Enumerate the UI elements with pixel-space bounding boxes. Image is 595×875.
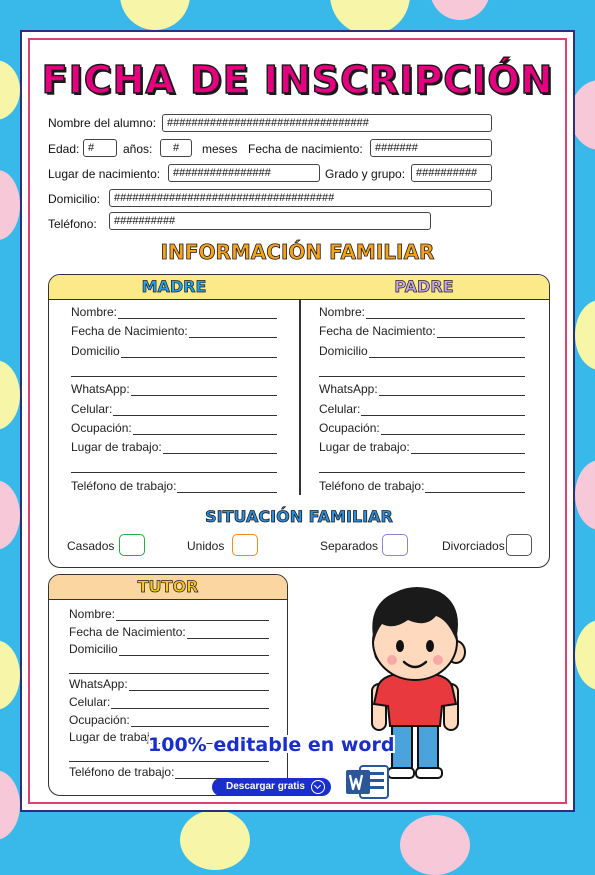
grade-label: Grado y grupo: (325, 167, 406, 181)
tutor-field-label: Nombre: (69, 607, 116, 621)
family-divider (299, 299, 301, 495)
father-field-line[interactable] (437, 326, 525, 338)
mother-field-line[interactable] (133, 423, 277, 435)
father-field-line[interactable] (379, 384, 525, 396)
months-field[interactable]: # (160, 139, 192, 157)
option-separados-label: Separados (320, 539, 379, 553)
tutor-field-row (69, 677, 269, 691)
boy-illustration (352, 580, 482, 790)
word-icon[interactable] (344, 762, 390, 802)
address-label: Domicilio: (48, 192, 101, 206)
madre-header: MADRE (49, 275, 300, 300)
tutor-field-line[interactable] (187, 627, 269, 639)
student-name-field[interactable]: ################################# (162, 114, 492, 132)
mother-field-label: Teléfono de trabajo: (71, 478, 177, 493)
tutor-field-label: Ocupación: (69, 712, 130, 727)
father-field-row (319, 324, 525, 338)
father-field-line[interactable] (425, 481, 525, 493)
mother-field-label: Celular: (71, 401, 113, 416)
option-divorciados-checkbox[interactable] (506, 534, 532, 556)
mother-field-row (71, 402, 277, 416)
download-button[interactable] (212, 778, 331, 796)
father-field-label: Celular: (319, 401, 361, 416)
father-field-line[interactable] (366, 307, 525, 319)
father-field-label: Fecha de Nacimiento: (319, 324, 436, 339)
months-label: meses (202, 142, 238, 156)
chevron-down-icon (311, 780, 325, 794)
mother-field-line[interactable] (121, 346, 277, 358)
father-field-label: Teléfono de trabajo: (319, 478, 425, 493)
father-field-label: Lugar de trabajo: (319, 440, 410, 455)
family-card (48, 274, 550, 568)
tutor-field-label: WhatsApp: (69, 677, 128, 692)
years-label: años: (123, 142, 153, 156)
tutor-field-label: Fecha de Nacimiento: (69, 624, 186, 639)
page-title: FICHA DE INSCRIPCIÓN (41, 58, 554, 102)
mother-field-row (71, 305, 277, 319)
father-field-row (319, 402, 525, 416)
promo-text: 100% editable en word (148, 734, 395, 756)
mother-field-row (71, 479, 277, 493)
address-field[interactable]: #################################### (109, 189, 492, 207)
tutor-header: TUTOR (49, 575, 287, 600)
tutor-field-label: Domicilio (69, 642, 118, 657)
mother-field-line[interactable] (163, 442, 277, 454)
mother-blank-line[interactable] (71, 375, 277, 377)
mother-field-label: Nombre: (71, 305, 118, 319)
father-blank-line[interactable] (319, 471, 525, 473)
mother-field-label: Fecha de Nacimiento: (71, 324, 188, 339)
option-separados-checkbox[interactable] (382, 534, 408, 556)
tutor-field-label: Teléfono de trabajo: (69, 765, 175, 780)
mother-field-line[interactable] (177, 481, 277, 493)
option-unidos-label: Unidos (187, 539, 225, 553)
mother-field-label: Ocupación: (71, 420, 132, 435)
situation-title: SITUACIÓN FAMILIAR (205, 507, 393, 526)
mother-field-row (71, 421, 277, 435)
download-button-label: Descargar gratis (226, 781, 305, 792)
tutor-field-line[interactable] (111, 697, 269, 709)
father-field-line[interactable] (361, 404, 525, 416)
mother-field-row (71, 324, 277, 338)
option-casados-label: Casados (67, 539, 115, 553)
mother-field-row (71, 440, 277, 454)
father-field-row (319, 421, 525, 435)
phone-field[interactable]: ########## (109, 212, 431, 230)
student-name-label: Nombre del alumno: (48, 116, 157, 130)
tutor-field-row (69, 642, 269, 656)
father-field-row (319, 344, 525, 358)
mother-blank-line[interactable] (71, 471, 277, 473)
father-field-label: WhatsApp: (319, 382, 378, 397)
father-field-row (319, 382, 525, 396)
father-field-line[interactable] (381, 423, 525, 435)
page-frame (20, 30, 575, 812)
father-field-row (319, 479, 525, 493)
phone-label: Teléfono: (48, 217, 97, 231)
mother-field-row (71, 344, 277, 358)
father-field-label: Domicilio (319, 343, 368, 358)
father-field-line[interactable] (411, 442, 525, 454)
tutor-field-row (69, 625, 269, 639)
birthplace-field[interactable]: ################ (168, 164, 320, 182)
tutor-field-row (69, 607, 269, 621)
tutor-blank-line[interactable] (69, 672, 269, 674)
mother-field-label: Lugar de trabajo: (71, 440, 162, 455)
father-blank-line[interactable] (319, 375, 525, 377)
option-casados-checkbox[interactable] (119, 534, 145, 556)
option-divorciados-label: Divorciados (442, 539, 505, 553)
mother-field-line[interactable] (113, 404, 277, 416)
age-field[interactable]: # (83, 139, 117, 157)
tutor-field-label: Celular: (69, 695, 111, 709)
father-field-label: Nombre: (319, 305, 366, 319)
father-field-row (319, 440, 525, 454)
mother-field-label: WhatsApp: (71, 382, 130, 397)
tutor-field-line[interactable] (119, 644, 269, 656)
tutor-field-line[interactable] (131, 715, 269, 727)
tutor-field-line[interactable] (116, 609, 269, 621)
dob-label: Fecha de nacimiento: (248, 142, 363, 156)
birthplace-label: Lugar de nacimiento: (48, 167, 161, 181)
tutor-field-row (69, 695, 269, 709)
dob-field[interactable]: ####### (370, 139, 492, 157)
tutor-field-row (69, 713, 269, 727)
father-field-line[interactable] (369, 346, 525, 358)
father-field-row (319, 305, 525, 319)
mother-field-line[interactable] (118, 307, 277, 319)
mother-field-label: Domicilio (71, 343, 120, 358)
tutor-field-label: Lugar de trabaj (69, 730, 150, 745)
mother-field-row (71, 382, 277, 396)
tutor-card (48, 574, 288, 796)
padre-header: PADRE (299, 275, 549, 300)
option-unidos-checkbox[interactable] (232, 534, 258, 556)
age-label: Edad: (48, 142, 80, 156)
tutor-field-line[interactable] (129, 679, 269, 691)
father-field-label: Ocupación: (319, 420, 380, 435)
tutor-blank-line[interactable] (69, 760, 269, 762)
grade-field[interactable]: ########## (411, 164, 492, 182)
mother-field-line[interactable] (189, 326, 277, 338)
family-section-title: INFORMACIÓN FAMILIAR (160, 240, 435, 264)
mother-field-line[interactable] (131, 384, 277, 396)
